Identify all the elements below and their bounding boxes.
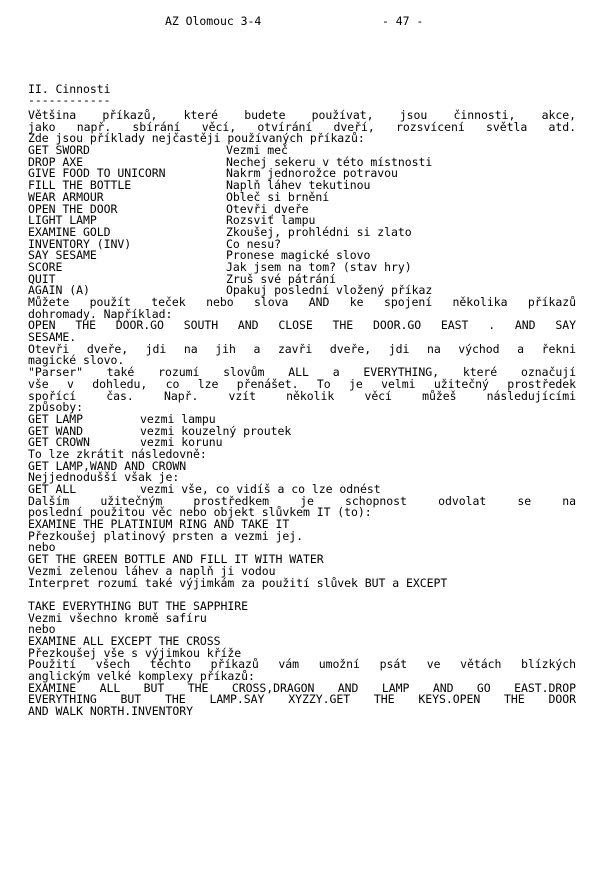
command-en: GET SWORD bbox=[28, 143, 90, 158]
get-example-en: GET WAND bbox=[28, 423, 83, 438]
example-translation: Přezkoušej vše s výjimkou kříže bbox=[28, 645, 242, 660]
section-underline: ------------ bbox=[28, 93, 111, 107]
command-cz: Zruš své pátrání bbox=[226, 271, 336, 286]
command-en: QUIT bbox=[28, 271, 56, 286]
paragraph-line: spořící čas. Např. vzít několik věcí můžeš následujícími bbox=[28, 388, 576, 403]
example-translation: Přezkoušej platinový prsten a vezmi jej. bbox=[28, 528, 303, 543]
get-example-row bbox=[28, 423, 576, 438]
command-cz: Obleč si brnění bbox=[226, 189, 330, 204]
command-cz: Nechej sekeru v této místnosti bbox=[226, 154, 433, 169]
example-translation: magické slovo. bbox=[28, 353, 125, 368]
paragraph-line: Interpret rozumí také výjimkám za použití slůvek BUT a EXCEPT bbox=[28, 575, 448, 590]
example-line: nebo bbox=[28, 622, 56, 637]
command-cz: Nakrm jednorožce potravou bbox=[226, 166, 398, 181]
header-publication: AZ Olomouc 3-4 bbox=[165, 14, 262, 28]
example-translation: Vezmi zelenou láhev a naplň ji vodou bbox=[28, 563, 276, 578]
command-en: GIVE FOOD TO UNICORN bbox=[28, 166, 166, 181]
command-en: INVENTORY (INV) bbox=[28, 236, 132, 251]
example-line: GET THE GREEN BOTTLE AND FILL IT WITH WATER bbox=[28, 552, 324, 567]
command-cz: Opakuj poslední vložený příkaz bbox=[226, 283, 433, 298]
example-line: EXAMINE ALL EXCEPT THE CROSS bbox=[28, 633, 221, 648]
command-cz: Jak jsem na tom? (stav hry) bbox=[226, 259, 412, 274]
get-example-en: GET LAMP bbox=[28, 411, 83, 426]
header-page-number: - 47 - bbox=[382, 14, 424, 28]
example-line: EXAMINE ALL BUT THE CROSS,DRAGON AND LAMP AND GO EAST.DROP bbox=[28, 680, 576, 695]
intro-line: jako např. sbírání věcí, otvírání dveří, rozsvícení světla atd. bbox=[28, 119, 576, 134]
paragraph-line: Nejjednodušší však je: bbox=[28, 470, 180, 485]
example-line: nebo bbox=[28, 540, 56, 555]
command-en: WEAR ARMOUR bbox=[28, 189, 104, 204]
example-translation: Otevři dveře, jdi na jih a zavři dveře, jdi na východ a řekni bbox=[28, 341, 576, 356]
paragraph-line: dohromady. Například: bbox=[28, 306, 173, 321]
command-table bbox=[28, 145, 576, 297]
command-en: EXAMINE GOLD bbox=[28, 224, 111, 239]
example-line: EXAMINE THE PLATINIUM RING AND TAKE IT bbox=[28, 517, 290, 532]
example-translation: Vezmi všechno kromě safíru bbox=[28, 610, 207, 625]
command-en: LIGHT LAMP bbox=[28, 213, 97, 228]
get-example-row bbox=[28, 437, 576, 449]
command-en: AGAIN (A) bbox=[28, 283, 90, 298]
example-line: SESAME. bbox=[28, 330, 77, 345]
paragraph-line: To lze zkrátit následovně: bbox=[28, 446, 207, 461]
command-cz: Zkoušej, prohlédni si zlato bbox=[226, 224, 412, 239]
paragraph-line: Použití všech těchto příkazů vám umožní psát ve větách blízkých bbox=[28, 657, 576, 672]
paragraph-line: anglickým velké komplexy příkazů: bbox=[28, 669, 255, 683]
command-en: SCORE bbox=[28, 259, 63, 274]
command-cz: Rozsviť lampu bbox=[226, 213, 316, 228]
command-en: OPEN THE DOOR bbox=[28, 201, 118, 216]
get-all-row bbox=[28, 484, 576, 496]
command-cz: Vezmi meč bbox=[226, 143, 288, 158]
section-title: II. Cinnosti bbox=[28, 82, 111, 96]
get-all-en: GET ALL bbox=[28, 482, 77, 496]
command-cz: Co nesu? bbox=[226, 236, 281, 251]
paragraph-line: Dalším užitečným prostředkem je schopnost odvolat se na bbox=[28, 493, 576, 508]
command-cz: Otevři dveře bbox=[226, 201, 309, 216]
example-line: EVERYTHING BUT THE LAMP.SAY XYZZY.GET THE KEYS.OPEN THE DOOR bbox=[28, 692, 576, 707]
command-en: FILL THE BOTTLE bbox=[28, 178, 132, 193]
command-cz: Naplň láhev tekutinou bbox=[226, 178, 371, 193]
paragraph-line: způsoby: bbox=[28, 400, 83, 415]
paragraph-line: poslední použitou věc nebo objekt slůvkem IT (to): bbox=[28, 505, 372, 520]
paragraph-line: vše v dohledu, co lze přenášet. To je velmi užitečný prostředek bbox=[28, 376, 576, 391]
command-cz: Pronese magické slovo bbox=[226, 248, 371, 263]
document-body bbox=[28, 110, 576, 718]
command-row bbox=[28, 285, 576, 297]
example-line: TAKE EVERYTHING BUT THE SAPPHIRE bbox=[28, 598, 248, 613]
example-line: OPEN THE DOOR.GO SOUTH AND CLOSE THE DOOR.GO EAST . AND SAY bbox=[28, 318, 576, 333]
get-example-cz: vezmi lampu bbox=[140, 411, 216, 426]
get-example-cz: vezmi korunu bbox=[140, 435, 223, 450]
intro-line: Většina příkazů, které budete používat, jsou činnosti, akce, bbox=[28, 108, 576, 122]
get-all-cz: vezmi vše, co vidíš a co lze odnést bbox=[140, 482, 381, 496]
command-en: SAY SESAME bbox=[28, 248, 97, 263]
command-en: DROP AXE bbox=[28, 154, 83, 169]
paragraph-line: "Parser" také rozumí slovům ALL a EVERYTHING, které označují bbox=[28, 365, 576, 380]
get-example-en: GET CROWN bbox=[28, 435, 90, 450]
intro-line: Zde jsou příklady nejčastěji používaných příkazů: bbox=[28, 131, 365, 146]
paragraph-line: Můžete použít teček nebo slova AND ke spojení několika příkazů bbox=[28, 295, 576, 309]
example-line: GET LAMP,WAND AND CROWN bbox=[28, 458, 187, 473]
get-example-row bbox=[28, 411, 576, 426]
example-line: AND WALK NORTH.INVENTORY bbox=[28, 704, 193, 719]
page-header bbox=[26, 16, 576, 30]
get-example-cz: vezmi kouzelný proutek bbox=[140, 423, 292, 438]
